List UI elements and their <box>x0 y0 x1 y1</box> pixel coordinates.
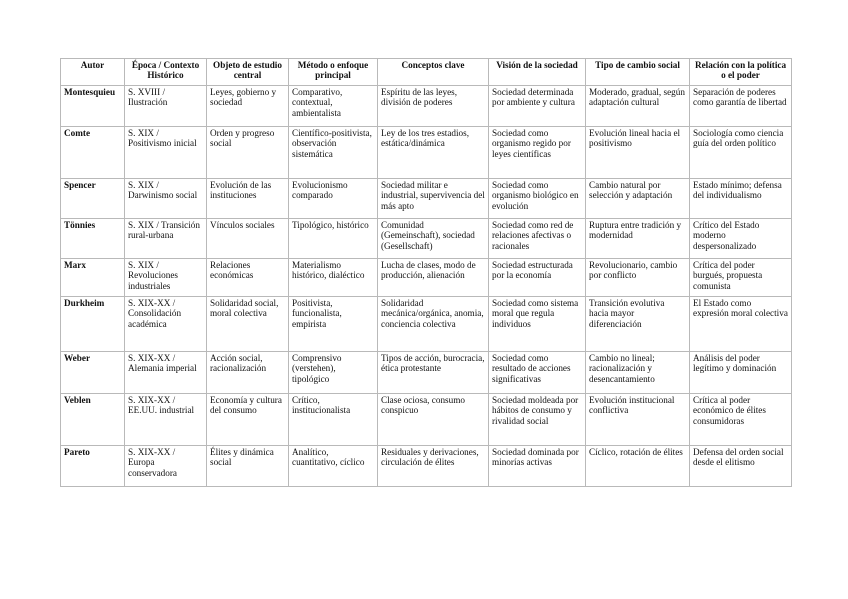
table-row <box>61 446 792 487</box>
table-cell: Clase ociosa, consumo conspicuo <box>378 394 489 446</box>
table-cell: S. XIX-XX / Consolidación académica <box>125 297 207 352</box>
header-epoca: Época / Contexto Histórico <box>125 59 207 86</box>
table-cell: Sociedad dominada por minorías activas <box>489 446 586 487</box>
author-cell: Tönnies <box>61 219 125 259</box>
author-cell: Comte <box>61 127 125 179</box>
table-cell: Crítico del Estado moderno despersonalizado <box>690 219 792 259</box>
table-cell: Sociedad como resultado de acciones significativas <box>489 352 586 394</box>
table-cell: S. XVIII / Ilustración <box>125 86 207 127</box>
table-cell: S. XIX / Darwinismo social <box>125 179 207 219</box>
table-cell: El Estado como expresión moral colectiva <box>690 297 792 352</box>
author-cell: Pareto <box>61 446 125 487</box>
table-cell: Evolución lineal hacia el positivismo <box>586 127 690 179</box>
table-cell: Analítico, cuantitativo, cíclico <box>289 446 378 487</box>
author-cell: Veblen <box>61 394 125 446</box>
table-cell: Materialismo histórico, dialéctico <box>289 259 378 297</box>
table-cell: Comparativo, contextual, ambientalista <box>289 86 378 127</box>
table-row <box>61 297 792 352</box>
table-cell: Sociedad determinada por ambiente y cultura <box>489 86 586 127</box>
table-cell: Tipos de acción, burocracia, ética protestante <box>378 352 489 394</box>
table-cell: Cambio no lineal; racionalización y desencantamiento <box>586 352 690 394</box>
table-cell: Cambio natural por selección y adaptación <box>586 179 690 219</box>
header-conceptos: Conceptos clave <box>378 59 489 86</box>
table-row <box>61 352 792 394</box>
table-row <box>61 219 792 259</box>
table-cell: Sociedad moldeada por hábitos de consumo y rivalidad social <box>489 394 586 446</box>
table-cell: S. XIX-XX / Europa conservadora <box>125 446 207 487</box>
table-cell: Crítica del poder burgués, propuesta comunista <box>690 259 792 297</box>
table-cell: Solidaridad mecánica/orgánica, anomia, conciencia colectiva <box>378 297 489 352</box>
table-cell: Transición evolutiva hacia mayor diferenciación <box>586 297 690 352</box>
table-cell: Moderado, gradual, según adaptación cultural <box>586 86 690 127</box>
table-cell: Comprensivo (verstehen), tipológico <box>289 352 378 394</box>
header-metodo: Método o enfoque principal <box>289 59 378 86</box>
author-cell: Marx <box>61 259 125 297</box>
table-row <box>61 259 792 297</box>
header-cambio: Tipo de cambio social <box>586 59 690 86</box>
table-cell: Sociedad como organismo regido por leyes científicas <box>489 127 586 179</box>
table-row <box>61 394 792 446</box>
table-cell: Espíritu de las leyes, división de poderes <box>378 86 489 127</box>
table-cell: Positivista, funcionalista, empirista <box>289 297 378 352</box>
table-cell: Élites y dinámica social <box>207 446 289 487</box>
table-cell: S. XIX / Positivismo inicial <box>125 127 207 179</box>
table-cell: Evolucionismo comparado <box>289 179 378 219</box>
table-cell: Lucha de clases, modo de producción, alienación <box>378 259 489 297</box>
table-cell: Cíclico, rotación de élites <box>586 446 690 487</box>
table-cell: Sociedad militar e industrial, supervivencia del más apto <box>378 179 489 219</box>
table-cell: Leyes, gobierno y sociedad <box>207 86 289 127</box>
header-autor: Autor <box>61 59 125 86</box>
header-vision: Visión de la sociedad <box>489 59 586 86</box>
table-cell: Comunidad (Gemeinschaft), sociedad (Gesellschaft) <box>378 219 489 259</box>
table-cell: Científico-positivista, observación sistemática <box>289 127 378 179</box>
table-cell: Solidaridad social, moral colectiva <box>207 297 289 352</box>
table-cell: Separación de poderes como garantía de libertad <box>690 86 792 127</box>
author-cell: Montesquieu <box>61 86 125 127</box>
table-row <box>61 127 792 179</box>
table-cell: Ley de los tres estadios, estática/dinámica <box>378 127 489 179</box>
table-row <box>61 179 792 219</box>
header-row <box>61 59 792 86</box>
table-cell: Ruptura entre tradición y modernidad <box>586 219 690 259</box>
author-cell: Spencer <box>61 179 125 219</box>
table-cell: Defensa del orden social desde el elitismo <box>690 446 792 487</box>
table-cell: Evolución de las instituciones <box>207 179 289 219</box>
comparison-table <box>60 58 792 487</box>
table-cell: Vínculos sociales <box>207 219 289 259</box>
table-cell: Sociedad estructurada por la economía <box>489 259 586 297</box>
table-cell: S. XIX-XX / Alemania imperial <box>125 352 207 394</box>
table-cell: Sociedad como sistema moral que regula individuos <box>489 297 586 352</box>
author-cell: Durkheim <box>61 297 125 352</box>
table-cell: Acción social, racionalización <box>207 352 289 394</box>
table-cell: Evolución institucional conflictiva <box>586 394 690 446</box>
table-cell: Revolucionario, cambio por conflicto <box>586 259 690 297</box>
table-cell: S. XIX-XX / EE.UU. industrial <box>125 394 207 446</box>
table-cell: Relaciones económicas <box>207 259 289 297</box>
table-cell: Sociología como ciencia guía del orden político <box>690 127 792 179</box>
table-cell: Orden y progreso social <box>207 127 289 179</box>
table-cell: Sociedad como organismo biológico en evolución <box>489 179 586 219</box>
table-cell: Crítica al poder económico de élites consumidoras <box>690 394 792 446</box>
header-relacion: Relación con la política o el poder <box>690 59 792 86</box>
table-cell: Economía y cultura del consumo <box>207 394 289 446</box>
table-cell: S. XIX / Revoluciones industriales <box>125 259 207 297</box>
table-cell: Análisis del poder legítimo y dominación <box>690 352 792 394</box>
table-row <box>61 86 792 127</box>
table-cell: S. XIX / Transición rural-urbana <box>125 219 207 259</box>
table-cell: Residuales y derivaciones, circulación de élites <box>378 446 489 487</box>
table-cell: Tipológico, histórico <box>289 219 378 259</box>
table-cell: Sociedad como red de relaciones afectivas o racionales <box>489 219 586 259</box>
author-cell: Weber <box>61 352 125 394</box>
table-cell: Crítico, institucionalista <box>289 394 378 446</box>
table-cell: Estado mínimo; defensa del individualismo <box>690 179 792 219</box>
header-objeto: Objeto de estudio central <box>207 59 289 86</box>
